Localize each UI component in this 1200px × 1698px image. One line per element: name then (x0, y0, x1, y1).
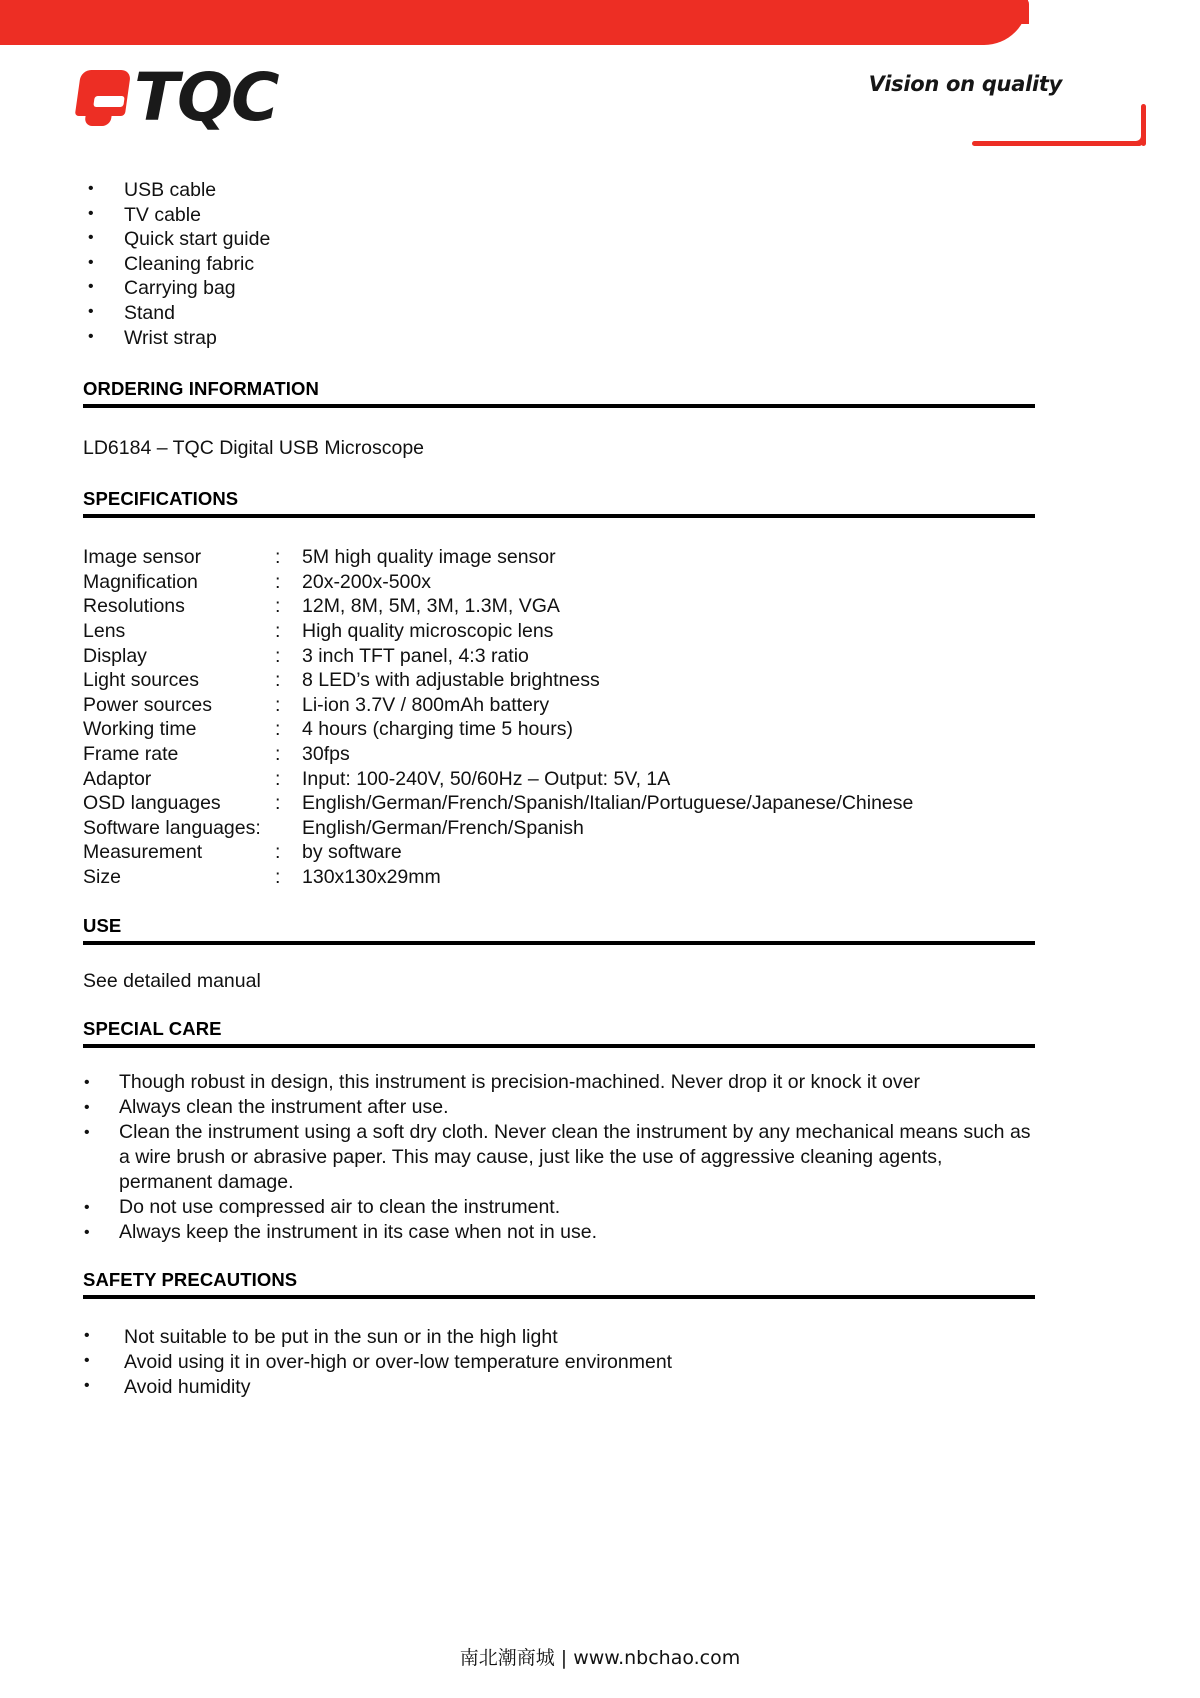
spec-label: Light sources (83, 669, 199, 692)
spec-label: Software languages: (83, 816, 261, 839)
list-item: • Stand (83, 301, 1035, 326)
spec-separator: : (275, 767, 281, 790)
spec-label: Measurement (83, 841, 203, 864)
spec-separator: : (275, 570, 281, 593)
table-row (83, 644, 913, 669)
spec-value: 5M high quality image sensor (302, 546, 556, 569)
spec-separator: : (275, 595, 281, 618)
spec-label: Frame rate (83, 742, 179, 765)
spec-value: 8 LED’s with adjustable brightness (302, 669, 600, 692)
section-divider (83, 1295, 1035, 1299)
spec-value: 3 inch TFT panel, 4:3 ratio (302, 644, 529, 667)
spec-value: 20x-200x-500x (302, 570, 431, 593)
spec-separator (275, 816, 302, 841)
table-row (83, 840, 913, 865)
list-item: • Carrying bag (83, 276, 1035, 301)
list-item: • Always clean the instrument after use. (83, 1095, 1035, 1120)
section-ordering-information (83, 378, 1035, 408)
list-item: • USB cable (83, 178, 1035, 203)
section-divider (83, 404, 1035, 408)
safety-precautions-list (83, 1325, 1035, 1399)
list-item: • Clean the instrument using a soft dry cloth. Never clean the instrument by any mechanical means such as a wire brush or abrasive paper. This may cause, just like the use of aggressive cleaning agents, permanent damage. (83, 1120, 1035, 1195)
table-row (83, 865, 913, 890)
spec-label: Size (83, 865, 121, 888)
ordering-information-item: LD6184 – TQC Digital USB Microscope (83, 437, 425, 460)
section-special-care (83, 1018, 1035, 1048)
spec-label: Display (83, 644, 147, 667)
spec-label: Working time (83, 718, 197, 741)
spec-value: 4 hours (charging time 5 hours) (302, 718, 573, 741)
red-banner-decoration (0, 0, 1028, 45)
spec-label: Magnification (83, 570, 198, 593)
special-care-list (83, 1070, 1035, 1245)
accessories-list (83, 178, 1035, 350)
spec-value: 130x130x29mm (302, 865, 441, 888)
safety-precautions-heading: SAFETY PRECAUTIONS (83, 1269, 298, 1291)
spec-value: 12M, 8M, 5M, 3M, 1.3M, VGA (302, 595, 560, 618)
spec-label: Resolutions (83, 595, 185, 618)
list-item: • Avoid using it in over-high or over-low temperature environment (83, 1350, 1035, 1375)
table-row (83, 693, 913, 718)
use-heading: USE (83, 915, 122, 937)
spec-value: Li-ion 3.7V / 800mAh battery (302, 693, 550, 716)
spec-value: 30fps (302, 742, 350, 765)
section-safety-precautions (83, 1269, 1035, 1299)
spec-separator: : (275, 865, 281, 888)
tqc-logo-wordmark: TQC (134, 59, 278, 136)
tqc-logo-mark-icon (78, 70, 132, 126)
tagline-swoosh-icon (972, 104, 1162, 146)
use-text: See detailed manual (83, 970, 261, 993)
special-care-heading: SPECIAL CARE (83, 1018, 222, 1040)
section-use (83, 915, 1035, 945)
section-divider (83, 941, 1035, 945)
section-specifications (83, 488, 1035, 518)
table-row (83, 742, 913, 767)
spec-separator: : (275, 718, 281, 741)
table-row (83, 570, 913, 595)
spec-separator: : (275, 742, 281, 765)
table-row (83, 767, 913, 792)
page-footer: 南北潮商城 | www.nbchao.com (459, 1647, 741, 1669)
spec-separator: : (275, 693, 281, 716)
table-row (83, 717, 913, 742)
table-row (83, 594, 913, 619)
list-item: • Always keep the instrument in its case when not in use. (83, 1220, 1035, 1245)
spec-value: English/German/French/Spanish/Italian/Portuguese/Japanese/Chinese (302, 792, 914, 815)
spec-label: Lens (83, 619, 126, 642)
list-item: • Not suitable to be put in the sun or in the high light (83, 1325, 1035, 1350)
section-divider (83, 514, 1035, 518)
tqc-logo (78, 59, 278, 136)
spec-label: OSD languages (83, 792, 221, 815)
list-item: • Wrist strap (83, 326, 1035, 351)
specifications-table (83, 545, 913, 889)
table-row (83, 668, 913, 693)
table-row (83, 545, 913, 570)
list-item: • Though robust in design, this instrument is precision-machined. Never drop it or knock it over (83, 1070, 1035, 1095)
spec-label: Adaptor (83, 767, 152, 790)
brand-tagline (832, 72, 1062, 96)
list-item: • Quick start guide (83, 227, 1035, 252)
spec-label: Power sources (83, 693, 212, 716)
spec-separator: : (275, 841, 281, 864)
spec-value: English/German/French/Spanish (302, 816, 584, 839)
document-content (83, 178, 1035, 1399)
spec-value: High quality microscopic lens (302, 619, 554, 642)
spec-separator: : (275, 619, 281, 642)
spec-separator: : (275, 546, 281, 569)
section-divider (83, 1044, 1035, 1048)
spec-separator: : (275, 644, 281, 667)
table-row (83, 816, 913, 841)
page-header (0, 0, 1200, 152)
spec-separator: : (275, 669, 281, 692)
table-row (83, 619, 913, 644)
spec-value: by software (302, 841, 402, 864)
list-item: • Cleaning fabric (83, 252, 1035, 277)
ordering-information-heading: ORDERING INFORMATION (83, 378, 319, 400)
spec-separator: : (275, 792, 281, 815)
specifications-heading: SPECIFICATIONS (83, 488, 239, 510)
brand-tagline-text: Vision on quality (868, 72, 1062, 96)
spec-label: Image sensor (83, 546, 202, 569)
table-row (83, 791, 913, 816)
list-item: • TV cable (83, 203, 1035, 228)
spec-value: Input: 100-240V, 50/60Hz – Output: 5V, 1A (302, 767, 671, 790)
list-item: • Avoid humidity (83, 1375, 1035, 1400)
list-item: • Do not use compressed air to clean the instrument. (83, 1195, 1035, 1220)
